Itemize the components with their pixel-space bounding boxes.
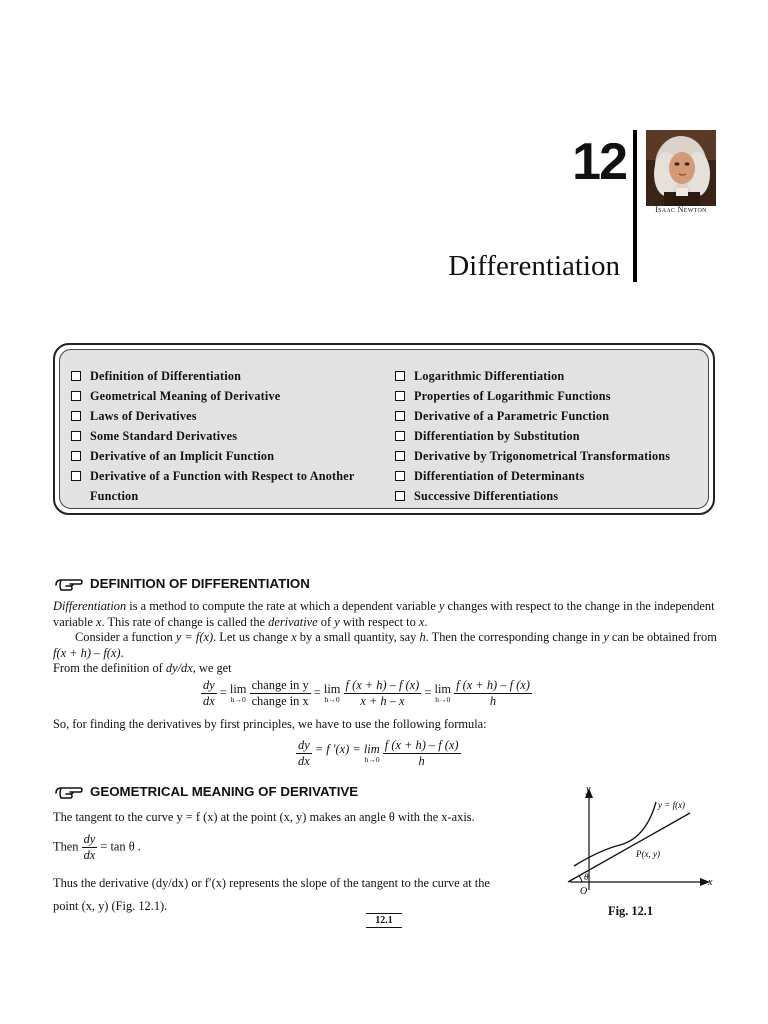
derivative-formula xyxy=(296,738,461,769)
contents-item-continuation: Function xyxy=(90,489,139,503)
fraction-dy-dx: $\frac{dy}{dx}$ xyxy=(203,678,215,708)
figure-caption: Fig. 12.1 xyxy=(608,904,654,918)
first-principle-equation: $\frac{dy}{dx}$ = lim h→0 $\frac{\text{change in y}}{\text{change in x}}$ = lim h→0 $\frac{f (x + h) - f (x)}{x + h - x}$ = lim h→0 $\frac{f (x + h) - f (x)}{h}$ xyxy=(203,678,530,708)
contents-left-column xyxy=(68,366,398,506)
contents-item: Some Standard Derivatives xyxy=(68,426,398,446)
fraction-difference-quotient: $\frac{f (x + h) - f (x)}{h}$ xyxy=(384,738,459,768)
contents-item: Definition of Differentiation xyxy=(68,366,398,386)
contents-item: Differentiation by Substitution xyxy=(392,426,712,446)
tangent-paragraph: The tangent to the curve y = f (x) at the point (x, y) makes an angle θ with the x-axis. xyxy=(53,810,475,824)
pointing-hand-icon xyxy=(54,784,84,802)
definition-paragraph: Differentiation is a method to compute the rate at which a dependent variable y changes with respect to the change in the independent variable x. This rate of change is called the derivative of y with respect to x. xyxy=(53,599,715,629)
newton-portrait-image xyxy=(646,130,716,206)
contents-item: Derivative of a Parametric Function xyxy=(392,406,712,426)
curve-label: y = f(x) xyxy=(658,800,686,810)
checkbox-bullet-icon xyxy=(395,391,405,401)
fraction-dy-dx: $\frac{dy}{dx}$ xyxy=(298,738,310,768)
pointing-hand-icon xyxy=(54,576,84,594)
section-heading-definition: DEFINITION OF DIFFERENTIATION xyxy=(90,576,310,591)
checkbox-bullet-icon xyxy=(395,451,405,461)
contents-right-column xyxy=(392,366,712,506)
chapter-contents-box xyxy=(53,343,715,515)
header-vertical-rule xyxy=(633,130,637,282)
slope-paragraph-line1: Thus the derivative (dy/dx) or f′(x) represents the slope of the tangent to the curve at the xyxy=(53,876,490,890)
slope-paragraph-line2: point (x, y) (Fig. 12.1). xyxy=(53,899,168,913)
fraction-change: $\frac{\text{change in y}}{\text{change in x}}$ xyxy=(251,678,309,708)
checkbox-bullet-icon xyxy=(395,371,405,381)
chapter-number: 12 xyxy=(572,133,626,191)
contents-item: Successive Differentiations xyxy=(392,486,712,506)
chapter-contents-panel xyxy=(59,349,709,509)
contents-item: Derivative by Trigonometrical Transformations xyxy=(392,446,712,466)
angle-arc xyxy=(579,876,582,882)
limit-operator: lim h→0 xyxy=(229,681,247,704)
contents-item: Derivative of a Function with Respect to Another xyxy=(68,466,398,486)
limit-operator: lim h→0 xyxy=(323,681,341,704)
contents-item: Laws of Derivatives xyxy=(68,406,398,426)
angle-label: θ xyxy=(584,872,589,882)
fraction-dy-dx: $\frac{dy}{dx}$ xyxy=(83,832,96,862)
checkbox-bullet-icon xyxy=(395,411,405,421)
contents-item: Properties of Logarithmic Functions xyxy=(392,386,712,406)
point-label: P(x, y) xyxy=(636,849,660,859)
x-axis-label: x xyxy=(708,877,713,888)
limit-operator: lim h→0 xyxy=(434,681,452,704)
contents-item: Geometrical Meaning of Derivative xyxy=(68,386,398,406)
contents-item: Derivative of an Implicit Function xyxy=(68,446,398,466)
first-principles-paragraph: So, for finding the derivatives by first principles, we have to use the following formula: xyxy=(53,717,487,731)
checkbox-bullet-icon xyxy=(71,431,81,441)
checkbox-bullet-icon xyxy=(71,451,81,461)
checkbox-bullet-icon xyxy=(395,431,405,441)
checkbox-bullet-icon xyxy=(395,491,405,501)
section-heading-geometrical: GEOMETRICAL MEANING OF DERIVATIVE xyxy=(90,784,359,799)
y-axis-label: y xyxy=(586,784,591,795)
checkbox-bullet-icon xyxy=(71,411,81,421)
fraction-difference-quotient: $\frac{f (x + h) - f (x)}{h}$ xyxy=(456,678,530,708)
contents-item: Logarithmic Differentiation xyxy=(392,366,712,386)
fraction-difference: $\frac{f (x + h) - f (x)}{x + h - x}$ xyxy=(345,678,420,708)
tangent-slope-equation: Then $\frac{dy}{dx}$ = tan θ . xyxy=(53,832,141,862)
function-paragraph: Consider a function y = f(x). Let us change x by a small quantity, say h. Then the corresponding change in y can be obtained from f(x + h) – f(x). xyxy=(53,630,717,660)
limit-operator: = f ′(x) = lim h→0 xyxy=(314,741,380,764)
page-number: 12.1 xyxy=(366,913,402,928)
checkbox-bullet-icon xyxy=(395,471,405,481)
checkbox-bullet-icon xyxy=(71,371,81,381)
from-definition-line: From the definition of dy/dx, we get xyxy=(53,661,232,675)
origin-label: O xyxy=(580,886,588,897)
chapter-title: Differentiation xyxy=(448,250,620,282)
checkbox-bullet-icon xyxy=(71,471,81,481)
checkbox-bullet-icon xyxy=(71,391,81,401)
tangent-figure xyxy=(560,780,720,900)
portrait-caption: Isaac Newton xyxy=(655,205,707,214)
contents-item: Differentiation of Determinants xyxy=(392,466,712,486)
